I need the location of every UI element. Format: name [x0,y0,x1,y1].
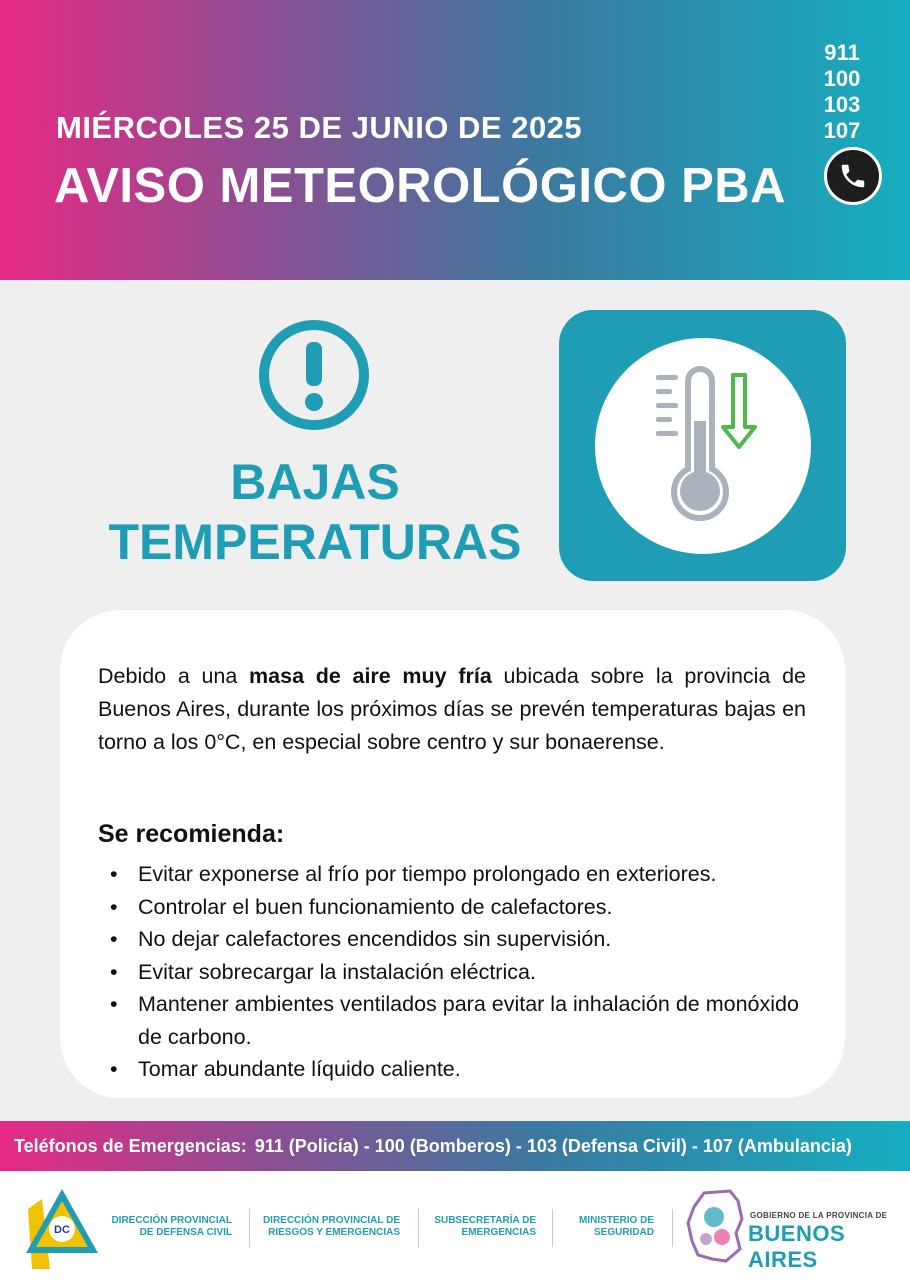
intro-bold: masa de aire muy fría [249,664,492,688]
date-line: MIÉRCOLES 25 DE JUNIO DE 2025 [56,110,583,145]
org3-line2: EMERGENCIAS [461,1227,536,1238]
hazard-title-line1: BAJAS [230,454,400,510]
gba-small-text: GOBIERNO DE LA PROVINCIA DE [750,1211,888,1220]
institution-logos [0,1171,910,1287]
province-map-emblem [686,1189,744,1263]
list-item: • Evitar exponerse al frío por tiempo prolongado en exteriores. [110,862,717,886]
emergency-numbers: 911 (Policía) - 100 (Bomberos) - 103 (Defensa Civil) - 107 (Ambulancia) [254,1135,852,1156]
recommend-list [110,858,800,1086]
list-item: • Evitar sobrecargar la instalación eléctrica. [110,959,536,984]
emergency-label: Teléfonos de Emergencias: [14,1135,247,1156]
intro-post: ubicada sobre la provincia de Buenos Aires, durante los próximos días se prevén temperaturas bajas en torno a los 0°C, en especial sobre centro y sur bonaerense. [98,664,806,754]
phone-107: 107 [823,118,861,143]
org4-line1: MINISTERIO DE [578,1215,654,1226]
org3-line1: SUBSECRETARÍA DE [434,1215,536,1226]
divider [552,1209,553,1247]
list-item-text: Tomar abundante líquido caliente. [138,1057,461,1081]
page-title: AVISO METEOROLÓGICO PBA [54,159,787,213]
org-defensa-civil [108,1215,232,1239]
header-banner [0,0,910,280]
hazard-title-line2: TEMPERATURAS [108,514,522,570]
list-item-text: Evitar sobrecargar la instalación eléctrica. [138,959,536,984]
list-item: • Controlar el buen funcionamiento de calefactores. [110,894,613,919]
phone-numbers [812,40,872,144]
list-item-text: Evitar exponerse al frío por tiempo prolongado en exteriores. [138,862,717,886]
intro-pre: Debido a una [98,664,250,688]
org-ministerio [560,1215,654,1239]
org-riesgos [258,1215,400,1239]
list-item: • No dejar calefactores encendidos sin supervisión. [110,927,612,951]
alert-exclamation-icon [257,318,371,432]
org1-line1: DIRECCIÓN PROVINCIAL [111,1215,232,1226]
org1-line2: DE DEFENSA CIVIL [139,1227,232,1238]
list-item: • Tomar abundante líquido caliente. [110,1057,461,1081]
org2-line2: RIESGOS Y EMERGENCIAS [268,1227,400,1238]
org4-line2: SEGURIDAD [593,1227,654,1238]
thermometer-down-icon [628,361,778,531]
phone-icon [824,147,882,205]
list-item: • Mantener ambientes ventilados para evitar la inhalación de monóxido de carbono. [110,992,799,1049]
divider [418,1209,419,1247]
gba-big-text: BUENOS AIRES [748,1221,846,1272]
recommend-title: Se recomienda: [98,820,285,848]
list-item-text: No dejar calefactores encendidos sin supervisión. [138,927,612,951]
emergency-phones-bar [0,1121,910,1171]
dc-mark: DC [54,1224,70,1236]
list-item-text: Controlar el buen funcionamiento de calefactores. [138,894,613,919]
phone-911: 911 [824,40,860,65]
thermometer-card [559,310,846,581]
list-item-text: Mantener ambientes ventilados para evitar la inhalación de monóxido de carbono. [138,992,799,1049]
divider [672,1209,673,1247]
thermometer-circle [595,338,811,554]
phone-103: 103 [823,92,861,117]
intro-paragraph [98,660,806,759]
org2-line1: DIRECCIÓN PROVINCIAL DE [262,1215,400,1226]
hazard-title [60,452,570,572]
phone-100: 100 [823,66,861,91]
divider [249,1209,250,1247]
defensa-civil-logo [22,1183,102,1269]
org-subsecretaria [428,1215,536,1239]
